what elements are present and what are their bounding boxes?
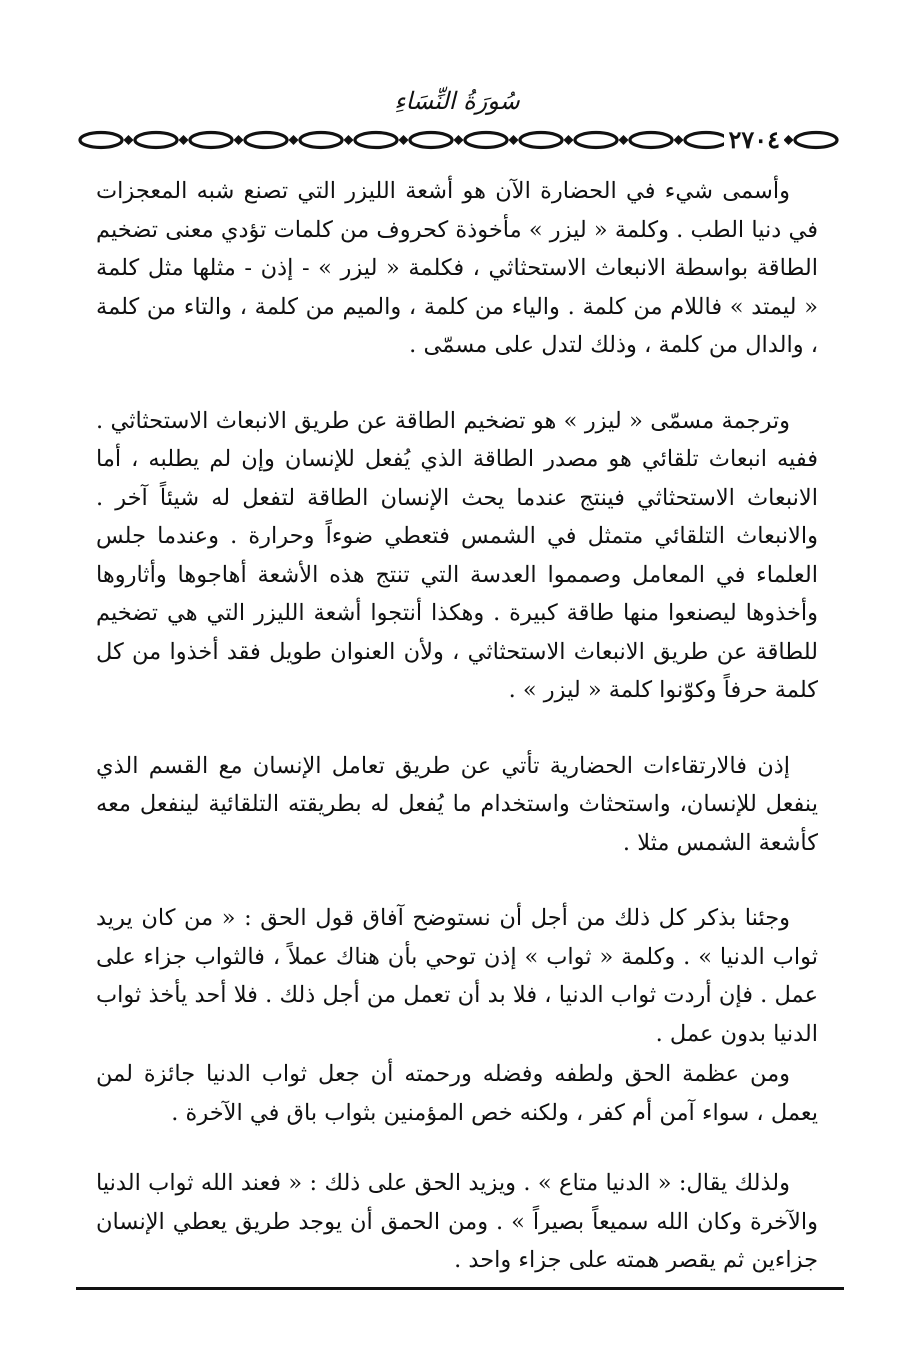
paragraph-civilization-progress: إذن فالارتقاءات الحضارية تأتي عن طريق تعامل الإنسان مع القسم الذي ينفعل للإنسان، واستحثاث واستخدام ما يُفعل له بطريقته التلقائية لينفعل معه كأشعة الشمس مثلا . [96, 752, 818, 856]
chain-link-icon [575, 133, 617, 148]
paragraph-gap [96, 1132, 818, 1164]
chain-diamond-icon [674, 135, 684, 145]
chain-diamond-icon [179, 135, 189, 145]
paragraph-worldly-reward: وجئنا بذكر كل ذلك من أجل أن نستوضح آفاق قول الحق : « من كان يريد ثواب الدنيا » . وكلمة « ثواب » إذن توحي بأن هناك عملاً ، فالثواب جزاء على عمل . فإن أردت ثواب الدنيا ، فلا بد أن تعمل من أجل ذلك . فلا أحد يأخذ ثواب الدنيا بدون عمل . [96, 905, 818, 1047]
chain-link-icon [80, 133, 122, 148]
chain-diamond-icon [289, 135, 299, 145]
footer-rule [76, 1287, 844, 1290]
paragraph-laser-translation: وترجمة مسمّى « ليزر » هو تضخيم الطاقة عن طريق الانبعاث الاستحثاثي . ففيه انبعاث تلقائي هو مصدر الطاقة الذي يُفعل للإنسان وإن لم يطلبه ، أما الانبعاث الاستحثاثي فينتج عندما يحث الإنسان الطاقة لتفعل له شيئاً آخر . والانبعاث التلقائي متمثل في الشمس فتعطي ضوءاً وحرارة . وعندما جلس العلماء في المعامل وصمموا العدسة التي تنتج هذه الأشعة أهاجوها وأثاروها وأخذوها ليصنعوا منها طاقة كبيرة . وهكذا أنتجوا أشعة الليزر التي هي تضخيم للطاقة عن طريق الانبعاث الاستحثاثي ، ولأن العنوان طويل فقد أخذوا من كل كلمة حرفاً وكوّنوا كلمة « ليزر » . [96, 407, 818, 703]
chain-link-icon [795, 133, 837, 148]
paragraph-divine-grace: ومن عظمة الحق ولطفه وفضله ورحمته أن جعل ثواب الدنيا جائزة لمن يعمل ، سواء آمن أم كفر ، ولكنه خص المؤمنين بثواب باق في الآخرة . [96, 1061, 818, 1126]
paragraph-gap [96, 710, 818, 747]
chain-diamond-icon [784, 135, 794, 145]
chain-diamond-icon [509, 135, 519, 145]
chain-diamond-icon [619, 135, 629, 145]
paragraph-gap [96, 862, 818, 899]
chain-link-icon [355, 133, 397, 148]
paragraph-laser-definition: وأسمى شيء في الحضارة الآن هو أشعة الليزر التي تصنع شبه المعجزات في دنيا الطب . وكلمة « ليزر » مأخوذة كحروف من كلمات تؤدي معنى تضخيم الطاقة بواسطة الانبعاث الاستحثاثي ، فكلمة « ليزر » - إذن - مثلها مثل كلمة « ليمتد » فاللام من كلمة . والياء من كلمة ، والميم من كلمة ، والتاء من كلمة ، والدال من كلمة ، وذلك لتدل على مسمّى . [96, 178, 818, 358]
chain-link-icon [520, 133, 562, 148]
header-ornament-band [76, 122, 844, 158]
page-number: ٢٧٠٤ [724, 122, 784, 158]
chain-link-icon [465, 133, 507, 148]
chain-link-icon [190, 133, 232, 148]
chain-link-icon [685, 133, 727, 148]
chain-link-icon [245, 133, 287, 148]
chain-link-icon [630, 133, 672, 148]
paragraph-gap [96, 365, 818, 402]
chain-diamond-icon [344, 135, 354, 145]
chain-diamond-icon [124, 135, 134, 145]
chain-link-icon [135, 133, 177, 148]
paragraph-two-rewards: ولذلك يقال: « الدنيا متاع » . ويزيد الحق على ذلك : « فعند الله ثواب الدنيا والآخرة وكان الله سميعاً بصيراً » . ومن الحمق أن يوجد طريق يعطي الإنسان جزاءين ثم يقصر همته على جزاء واحد . [96, 1170, 818, 1273]
chain-diamond-icon [564, 135, 574, 145]
body-text [96, 172, 818, 1280]
chain-link-icon [300, 133, 342, 148]
surah-title: سُورَةُ النِّسَاءِ [394, 87, 520, 115]
chain-link-icon [410, 133, 452, 148]
chain-diamond-icon [234, 135, 244, 145]
chain-diamond-icon [454, 135, 464, 145]
chain-diamond-icon [399, 135, 409, 145]
